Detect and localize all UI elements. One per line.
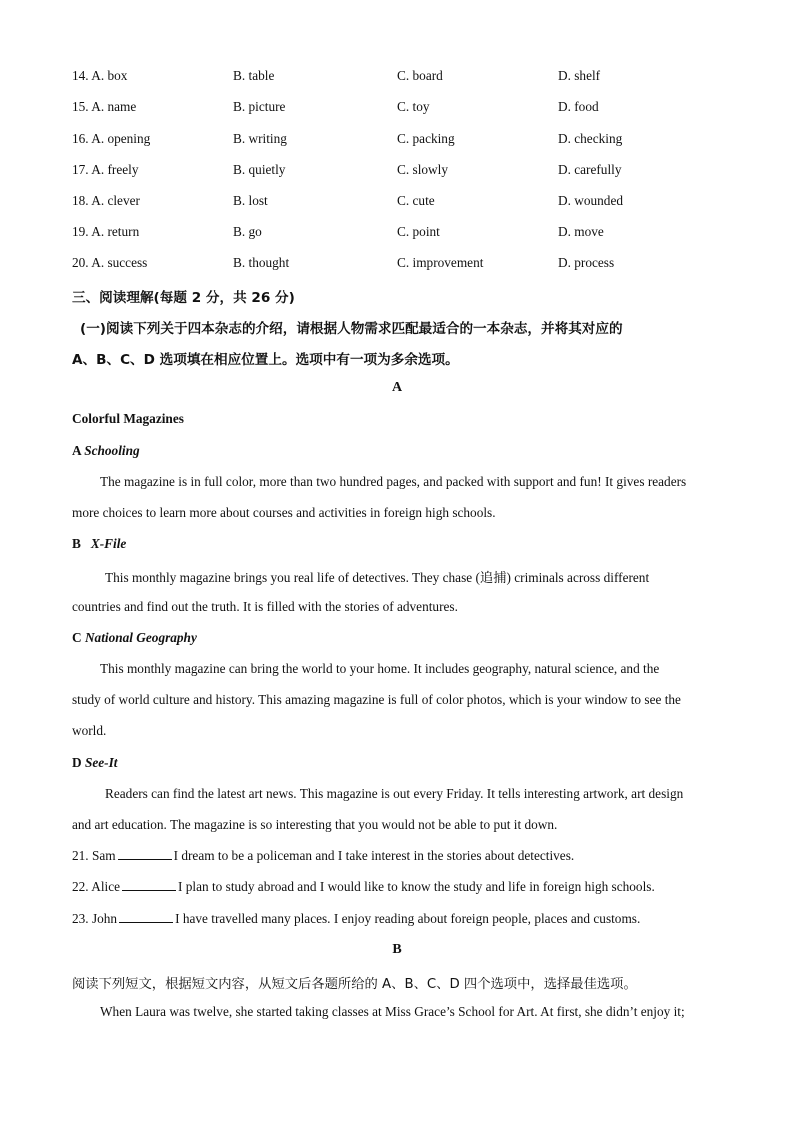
question-text: I dream to be a policeman and I take interest in the stories about detectives.	[173, 848, 575, 863]
part-b-first-line: When Laura was twelve, she started taking classes at Miss Grace’s School for Art. At first, she didn’t enjoy it;	[100, 1004, 685, 1019]
option-row-16	[72, 131, 732, 151]
question-label: 23. John	[72, 911, 118, 926]
option-c: C. board	[397, 68, 443, 83]
question-label: 21. Sam	[72, 848, 116, 863]
option-a: 19. A. return	[72, 224, 140, 239]
magazine-a-heading	[72, 443, 722, 459]
option-d: D. shelf	[558, 68, 601, 83]
option-row-17	[72, 162, 732, 182]
option-d: D. move	[558, 224, 604, 239]
instruction-line-1: (一)阅读下列关于四本杂志的介绍，请根据人物需求匹配最适合的一本杂志，并将其对应的	[80, 321, 623, 337]
question-22	[72, 879, 722, 895]
magazine-d-text: Readers can find the latest art news. This magazine is out every Friday. It tells interesting artwork, art design	[105, 786, 684, 801]
magazine-b-text: This monthly magazine brings you real life of detectives. They chase (追捕) criminals across different	[105, 570, 650, 585]
magazine-d-heading	[72, 755, 722, 771]
answer-blank[interactable]	[122, 879, 176, 891]
option-b: B. picture	[233, 99, 286, 114]
option-b: B. thought	[233, 255, 290, 270]
option-b: B. go	[233, 224, 262, 239]
question-label: 22. Alice	[72, 879, 121, 894]
option-b: B. quietly	[233, 162, 286, 177]
option-a: 20. A. success	[72, 255, 148, 270]
magazine-c-text: This monthly magazine can bring the world to your home. It includes geography, natural science, and the	[100, 661, 660, 676]
passage-title: Colorful Magazines	[72, 411, 184, 426]
magazine-letter: B	[72, 536, 91, 551]
option-row-20	[72, 255, 732, 275]
option-a: 15. A. name	[72, 99, 137, 114]
option-row-14	[72, 68, 732, 88]
option-d: D. checking	[558, 131, 623, 146]
magazine-b-text: countries and find out the truth. It is filled with the stories of adventures.	[72, 599, 458, 614]
magazine-name: X-File	[90, 536, 127, 551]
question-21	[72, 848, 722, 864]
option-a: 18. A. clever	[72, 193, 140, 208]
option-c: C. improvement	[397, 255, 484, 270]
magazine-letter: A	[72, 443, 85, 458]
question-text: I plan to study abroad and I would like to know the study and life in foreign high schools.	[178, 879, 655, 894]
magazine-name: See-It	[84, 755, 118, 770]
part-b-instruction: 阅读下列短文，根据短文内容，从短文后各题所给的 A、B、C、D 四个选项中，选择最佳选项。	[72, 977, 637, 992]
option-c: C. slowly	[397, 162, 448, 177]
option-d: D. food	[558, 99, 599, 114]
option-a: 16. A. opening	[72, 131, 151, 146]
option-c: C. point	[397, 224, 440, 239]
magazine-b-heading	[72, 536, 722, 552]
magazine-name: National Geography	[84, 630, 197, 645]
question-text: I have travelled many places. I enjoy reading about foreign people, places and customs.	[175, 911, 641, 926]
option-a: 14. A. box	[72, 68, 128, 83]
option-d: D. process	[558, 255, 615, 270]
answer-blank[interactable]	[119, 911, 173, 923]
section-heading: 三、阅读理解(每题 2 分，共 26 分)	[72, 290, 295, 306]
magazine-name: Schooling	[84, 443, 140, 458]
magazine-letter: C	[72, 630, 85, 645]
part-a-label: A	[391, 380, 403, 395]
option-c: C. packing	[397, 131, 455, 146]
part-b-label: B	[392, 942, 402, 957]
option-c: C. toy	[397, 99, 430, 114]
option-b: B. writing	[233, 131, 287, 146]
option-row-15	[72, 99, 732, 119]
magazine-c-text: study of world culture and history. This amazing magazine is full of color photos, which is your window to see the	[72, 692, 681, 707]
option-a: 17. A. freely	[72, 162, 139, 177]
option-c: C. cute	[397, 193, 435, 208]
magazine-c-heading	[72, 630, 722, 646]
option-d: D. carefully	[558, 162, 622, 177]
instruction-line-2: A、B、C、D 选项填在相应位置上。选项中有一项为多余选项。	[72, 352, 459, 368]
magazine-letter: D	[72, 755, 85, 770]
magazine-a-text: The magazine is in full color, more than two hundred pages, and packed with support and fun! It gives readers	[100, 474, 687, 489]
option-row-19	[72, 224, 732, 244]
magazine-a-text: more choices to learn more about courses and activities in foreign high schools.	[72, 505, 496, 520]
option-d: D. wounded	[558, 193, 623, 208]
answer-blank[interactable]	[118, 848, 172, 860]
option-row-18	[72, 193, 732, 213]
magazine-c-text: world.	[72, 723, 107, 738]
option-b: B. lost	[233, 193, 268, 208]
question-23	[72, 911, 722, 927]
magazine-d-text: and art education. The magazine is so interesting that you would not be able to put it down.	[72, 817, 558, 832]
option-b: B. table	[233, 68, 275, 83]
